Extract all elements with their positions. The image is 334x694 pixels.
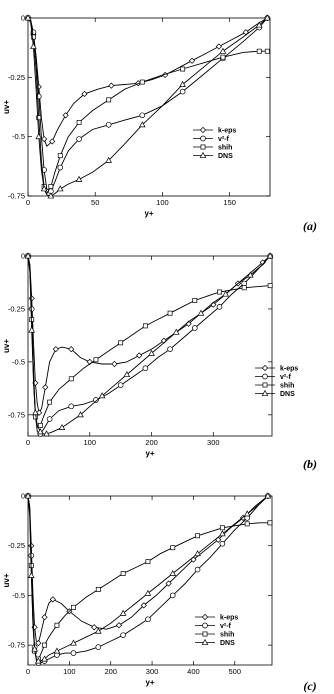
series-line xyxy=(28,18,267,194)
x-axis-label: y+ xyxy=(145,678,155,687)
legend-entry: shih xyxy=(220,631,235,639)
data-point-circle xyxy=(143,366,148,371)
data-point-circle xyxy=(58,165,63,170)
data-point-circle xyxy=(220,541,225,546)
legend-entry: DNS xyxy=(218,153,233,160)
y-tick-label: 0 xyxy=(20,251,25,261)
data-point-diamond xyxy=(189,58,194,63)
legend-marker-circle xyxy=(201,136,206,141)
x-tick-label: 100 xyxy=(156,198,169,207)
series-circle xyxy=(26,254,273,437)
data-point-diamond xyxy=(137,353,142,358)
data-point-circle xyxy=(145,617,150,622)
x-axis-label: y+ xyxy=(144,209,154,218)
data-point-triangle xyxy=(36,134,41,139)
legend-entry: k-eps xyxy=(280,365,299,373)
series-line xyxy=(28,18,267,191)
data-point-diamond xyxy=(116,623,121,628)
series-square xyxy=(26,494,272,661)
data-point-square xyxy=(195,534,199,538)
data-point-square xyxy=(38,423,42,427)
data-point-circle xyxy=(170,593,175,598)
y-tick-label: -0.75 xyxy=(7,410,25,420)
data-point-circle xyxy=(180,89,185,94)
data-point-triangle xyxy=(195,551,200,556)
panel-label: (b) xyxy=(303,457,317,471)
data-point-triangle xyxy=(220,48,225,53)
legend-entry: v²-f xyxy=(220,623,231,630)
legend-marker-diamond xyxy=(202,614,207,619)
panel-label: (a) xyxy=(303,219,317,233)
legend-marker-square xyxy=(201,145,205,149)
legend xyxy=(193,127,236,160)
legend-entry: v²-f xyxy=(218,136,229,143)
legend xyxy=(255,365,298,398)
chart-panel-2 xyxy=(2,252,317,472)
data-point-square xyxy=(217,290,221,294)
data-point-diamond xyxy=(216,44,221,49)
legend-marker-circle xyxy=(203,623,208,628)
data-point-circle xyxy=(77,137,82,142)
x-tick-label: 50 xyxy=(91,198,100,207)
x-tick-label: 0 xyxy=(25,438,31,447)
x-tick-label: 150 xyxy=(223,198,236,207)
data-point-square xyxy=(55,623,59,627)
chart-panel-3 xyxy=(2,492,317,694)
data-point-square xyxy=(71,605,75,609)
legend-entry: shih xyxy=(218,144,233,152)
legend-marker-square xyxy=(203,632,207,636)
data-point-square xyxy=(94,358,98,362)
x-tick-label: 200 xyxy=(145,438,158,447)
series-line xyxy=(28,256,270,434)
legend-entry: k-eps xyxy=(220,614,239,622)
data-point-circle xyxy=(168,347,173,352)
data-point-square xyxy=(268,284,272,288)
y-axis-label: uv+ xyxy=(2,573,11,588)
x-tick-label: 300 xyxy=(207,438,220,447)
data-point-circle xyxy=(69,404,74,409)
x-tick-label: 0 xyxy=(25,198,31,207)
data-point-diamond xyxy=(109,83,114,88)
y-tick-label: -0.25 xyxy=(7,304,25,314)
data-point-square xyxy=(171,546,175,550)
data-point-square xyxy=(49,184,53,188)
data-point-circle xyxy=(96,645,101,650)
data-point-square xyxy=(265,49,269,53)
y-tick-label: -0.75 xyxy=(7,640,25,650)
x-tick-label: 100 xyxy=(83,438,97,447)
data-point-circle xyxy=(106,122,111,127)
chart-panel-1 xyxy=(2,14,317,234)
legend-entry: DNS xyxy=(220,640,235,647)
data-point-triangle xyxy=(71,640,76,645)
series-line xyxy=(28,18,267,196)
y-tick-label: -0.5 xyxy=(12,132,25,142)
y-axis-label: uv+ xyxy=(2,338,11,354)
data-point-triangle xyxy=(29,327,34,332)
plot-frame xyxy=(28,496,272,665)
data-point-square xyxy=(140,80,144,84)
data-point-square xyxy=(181,67,185,71)
plot-frame xyxy=(28,18,270,196)
series-square xyxy=(26,254,272,428)
data-point-triangle xyxy=(76,177,81,182)
data-point-circle xyxy=(217,304,222,309)
legend-entry: k-eps xyxy=(218,127,237,135)
data-point-diamond xyxy=(42,136,47,141)
data-point-diamond xyxy=(42,615,47,620)
data-point-square xyxy=(48,400,52,404)
data-point-square xyxy=(245,522,249,526)
y-tick-label: -0.25 xyxy=(7,541,25,551)
data-point-circle xyxy=(140,113,145,118)
data-point-triangle xyxy=(58,186,63,191)
data-point-square xyxy=(77,120,81,124)
data-point-square xyxy=(242,286,246,290)
data-point-circle xyxy=(121,633,126,638)
data-point-square xyxy=(69,377,73,381)
data-point-triangle xyxy=(54,648,59,653)
x-tick-label: 300 xyxy=(145,667,159,676)
series-triangle xyxy=(25,15,270,198)
data-point-circle xyxy=(242,281,247,286)
series-line xyxy=(28,256,270,434)
x-axis-label: y+ xyxy=(145,449,155,458)
data-point-diamond xyxy=(63,113,68,118)
x-tick-label: 0 xyxy=(25,667,31,676)
series-circle xyxy=(26,16,270,194)
legend-marker-circle xyxy=(263,374,268,379)
data-point-circle xyxy=(71,651,76,656)
panel-label: (c) xyxy=(303,679,317,693)
data-point-diamond xyxy=(53,347,58,352)
data-point-square xyxy=(107,98,111,102)
y-tick-label: -0.5 xyxy=(12,357,25,367)
series-diamond xyxy=(25,493,270,645)
data-point-diamond xyxy=(112,361,117,366)
y-tick-label: 0 xyxy=(20,13,25,23)
data-point-square xyxy=(121,571,125,575)
series-line xyxy=(28,256,270,428)
legend-entry: shih xyxy=(280,382,295,390)
data-point-square xyxy=(119,341,123,345)
series-triangle xyxy=(25,253,273,436)
data-point-triangle xyxy=(59,425,64,430)
data-point-circle xyxy=(47,417,52,422)
data-point-square xyxy=(257,49,261,53)
data-point-triangle xyxy=(96,628,101,633)
x-tick-label: 500 xyxy=(228,667,242,676)
legend-marker-diamond xyxy=(262,365,267,370)
series-diamond xyxy=(25,253,272,415)
data-point-square xyxy=(143,324,147,328)
data-point-square xyxy=(220,526,224,530)
legend-marker-square xyxy=(263,383,267,387)
data-point-square xyxy=(96,587,100,591)
data-point-circle xyxy=(195,567,200,572)
legend-entry: DNS xyxy=(280,391,295,398)
data-point-square xyxy=(58,154,62,158)
legend-entry: v²-f xyxy=(280,374,291,381)
y-tick-label: 0 xyxy=(20,491,25,501)
data-point-triangle xyxy=(29,573,34,578)
x-tick-label: 400 xyxy=(187,667,200,676)
y-tick-label: -0.25 xyxy=(7,72,25,82)
data-point-square xyxy=(193,298,197,302)
data-point-square xyxy=(168,311,172,315)
data-point-circle xyxy=(192,326,197,331)
data-point-diamond xyxy=(43,385,48,390)
data-point-square xyxy=(221,55,225,59)
data-point-square xyxy=(268,521,272,525)
x-tick-label: 100 xyxy=(63,667,76,676)
data-point-diamond xyxy=(92,625,97,630)
y-axis-label: uv+ xyxy=(2,99,11,115)
series-line xyxy=(28,256,270,413)
data-point-circle xyxy=(118,383,123,388)
y-tick-label: -0.75 xyxy=(7,191,25,201)
y-tick-label: -0.5 xyxy=(12,590,25,600)
data-point-square xyxy=(42,643,46,647)
legend-marker-diamond xyxy=(200,127,205,132)
legend xyxy=(195,614,238,647)
x-tick-label: 200 xyxy=(104,667,117,676)
data-point-square xyxy=(146,560,150,564)
